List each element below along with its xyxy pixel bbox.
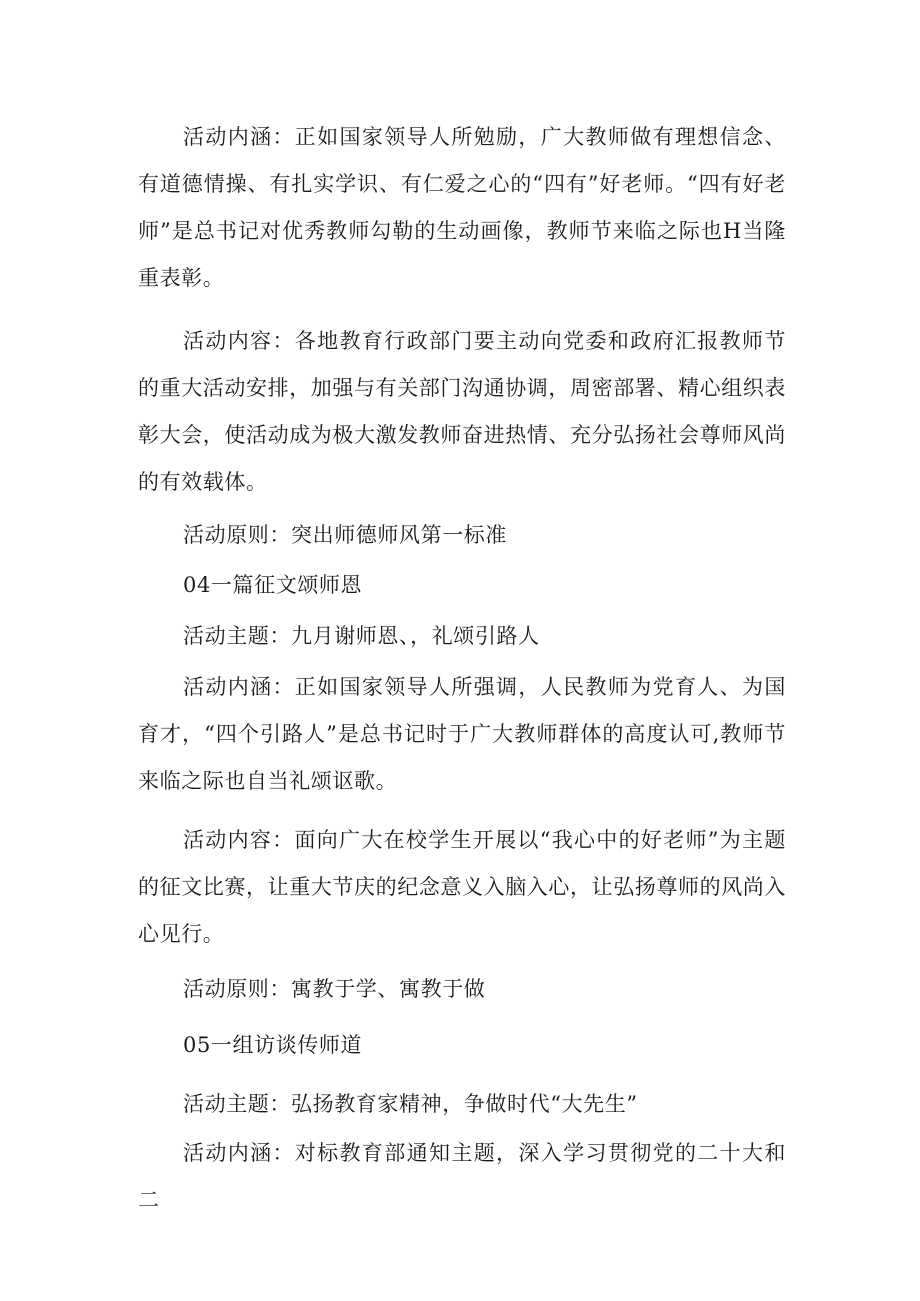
section-heading-05: 05一组访谈传师道 [183, 1033, 363, 1057]
section-heading-04: 04一篇征文颂师恩 [183, 573, 363, 597]
paragraph-activity-principle-1: 活动原则：突出师德师风第一标准 [183, 523, 507, 547]
paragraph-activity-theme-1: 活动主题：九月谢师恩、，礼颂引路人 [183, 624, 540, 648]
paragraph-activity-theme-2: 活动主题：弘扬教育家精神，争做时代“大先生” [183, 1092, 638, 1116]
paragraph-activity-connotation-3: 活动内涵：对标教育部通知主题，深入学习贯彻党的二十大和二 [138, 1141, 786, 1212]
paragraph-activity-content-1: 活动内容：各地教育行政部门要主动向党委和政府汇报教师节的重大活动安排，加强与有关部门沟通协调，周密部署、精心组织表彰大会，使活动成为极大激发教师奋进热情、充分弘扬社会尊师风尚的有效载体。 [138, 329, 786, 494]
paragraph-activity-connotation-2: 活动内涵：正如国家领导人所强调，人民教师为党育人、为国育才，“四个引路人”是总书记时于广大教师群体的高度认可,教师节来临之际也自当礼颂讴歌。 [138, 675, 786, 793]
paragraph-activity-connotation-1: 活动内涵：正如国家领导人所勉励，广大教师做有理想信念、有道德情操、有扎实学识、有仁爱之心的“四有”好老师。“四有好老师”是总书记对优秀教师勾勒的生动画像，教师节来临之际也H当隆重表彰。 [138, 125, 786, 290]
paragraph-activity-content-2: 活动内容：面向广大在校学生开展以“我心中的好老师”为主题的征文比赛，让重大节庆的纪念意义入脑入心，让弘扬尊师的风尚入心见行。 [138, 828, 786, 946]
paragraph-activity-principle-2: 活动原则：寓教于学、寓教于做 [183, 977, 486, 1001]
